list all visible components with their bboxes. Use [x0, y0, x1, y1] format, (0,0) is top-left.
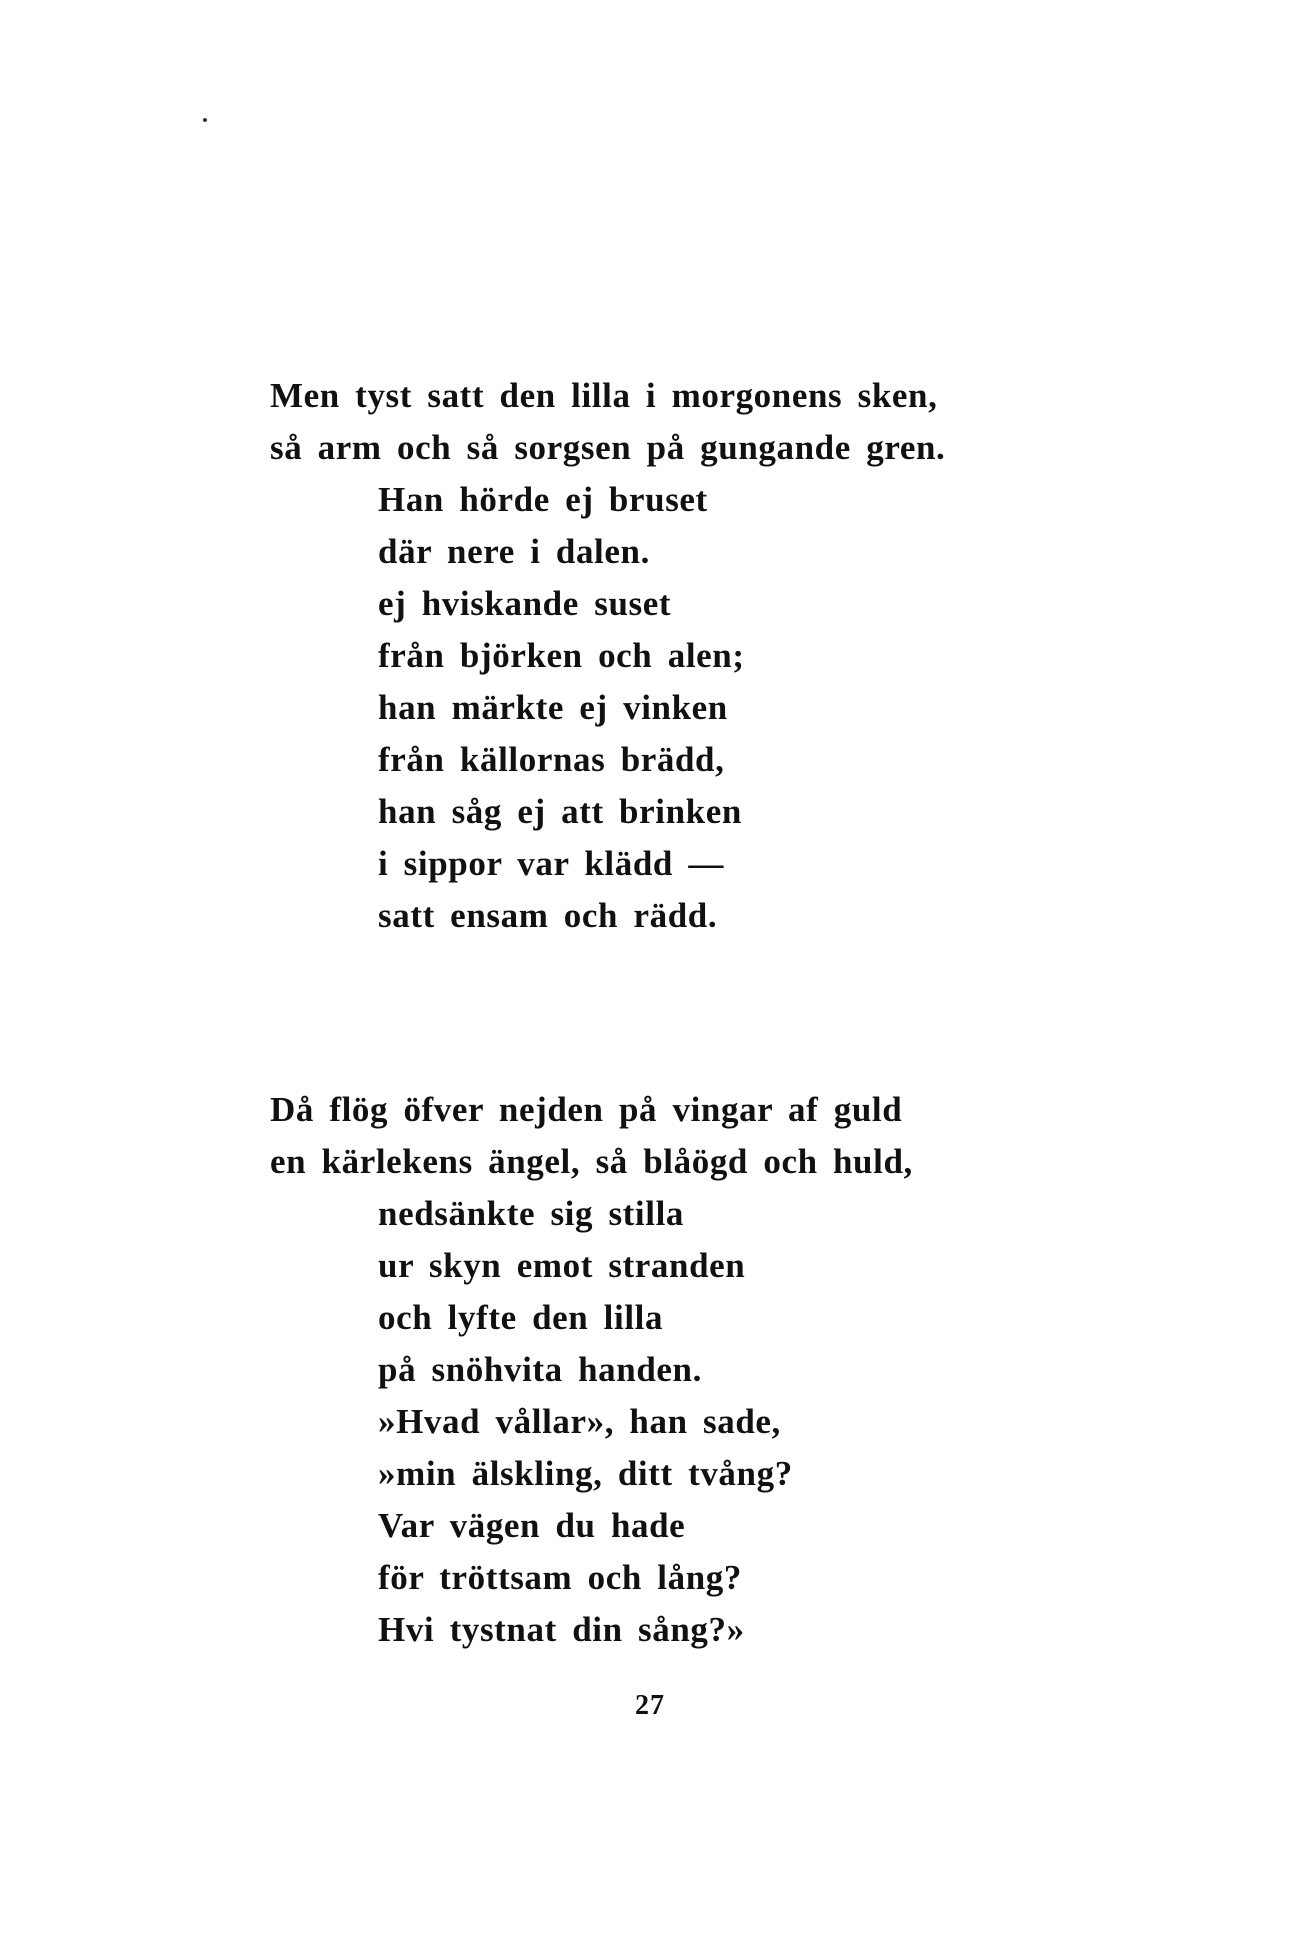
stanza-1 — [270, 370, 1090, 942]
poem-line: Var vägen du hade — [378, 1506, 686, 1545]
poem-line: och lyfte den lilla — [378, 1298, 664, 1337]
poem-line: Då flög öfver nejden på vingar af guld — [270, 1090, 903, 1129]
poem-line: där nere i dalen. — [378, 532, 650, 571]
poem-line: han märkte ej vinken — [378, 688, 728, 727]
page-number: 27 — [635, 1690, 665, 1721]
poem-line: »min älskling, ditt tvång? — [378, 1454, 793, 1493]
poem-line: han såg ej att brinken — [378, 792, 742, 831]
poem-line: ej hviskande suset — [378, 584, 672, 623]
poem-line: på snöhvita handen. — [378, 1350, 702, 1389]
poem-line: ur skyn emot stranden — [378, 1246, 746, 1285]
poem-line: från björken och alen; — [378, 636, 745, 675]
poem-line: nedsänkte sig stilla — [378, 1194, 684, 1233]
poem-line: Men tyst satt den lilla i morgonens sken, — [270, 376, 938, 415]
poem-line: Han hörde ej bruset — [378, 480, 708, 519]
poem-line: för tröttsam och lång? — [378, 1558, 742, 1597]
poem-line: från källornas brädd, — [378, 740, 725, 779]
poem-line: satt ensam och rädd. — [378, 896, 718, 935]
poem-line: så arm och så sorgsen på gungande gren. — [270, 428, 946, 467]
poem-line: en kärlekens ängel, så blåögd och huld, — [270, 1142, 913, 1181]
poem-line: Hvi tystnat din sång?» — [378, 1610, 745, 1649]
ink-speck — [203, 118, 207, 122]
poem-line: »Hvad vållar», han sade, — [378, 1402, 781, 1441]
stanza-2 — [270, 1084, 1090, 1656]
poem-line: i sippor var klädd — — [378, 844, 724, 883]
